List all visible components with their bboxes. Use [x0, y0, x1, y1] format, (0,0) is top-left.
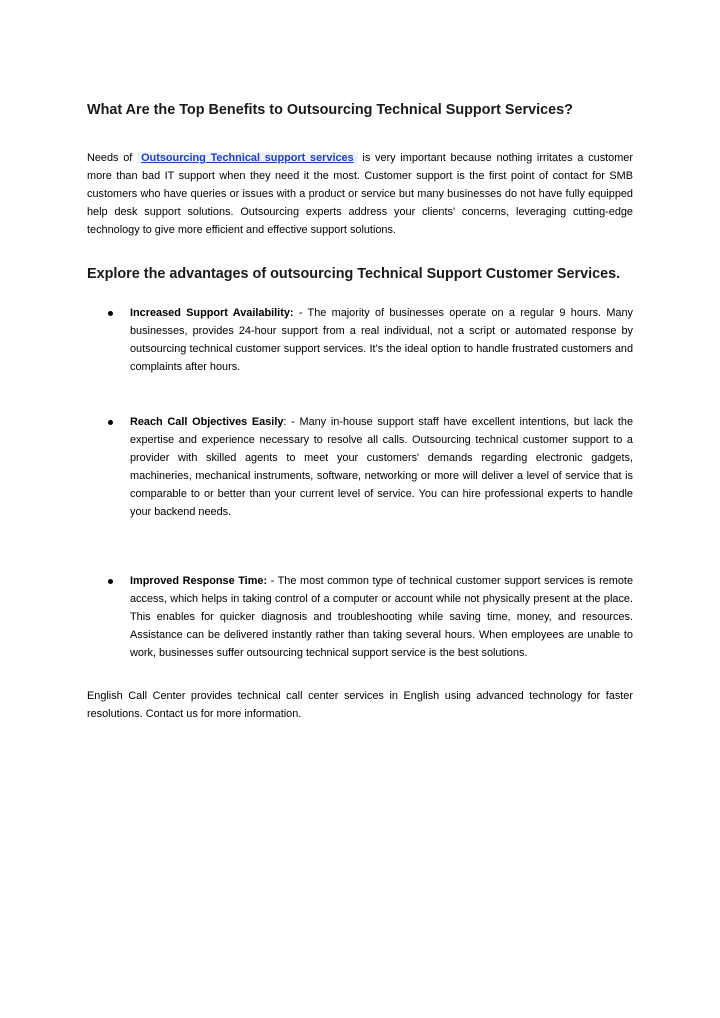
intro-text-after-link: is very important because nothing irritates a customer more than bad IT support when they need it the most. Customer support is the first point of contact for SMB customers who have queries or issues with a product or service but many businesses do not have fully equipped help desk support solutions. Outsourcing experts address your clients' concerns, leveraging cutting-edge technology to give more efficient and effective support solutions.: [87, 152, 633, 236]
list-item-text: [130, 572, 633, 662]
outsourcing-support-link[interactable]: Outsourcing Technical support services: [137, 152, 358, 164]
list-item: [87, 572, 633, 662]
list-item-body: - The most common type of technical customer support services is remote access, which helps in taking control of a computer or account while not physically present at the place. This enables for quicker diagnosis and troubleshooting while saving time, money, and resources. Assistance can be delivered instantly rather than taking several hours. When employees are unable to work, businesses suffer outsourcing technical support service is the best solutions.: [130, 575, 634, 659]
list-item: [87, 413, 633, 521]
section-heading: Explore the advantages of outsourcing Technical Support Customer Services.: [87, 266, 621, 282]
bullet-icon: [108, 420, 113, 425]
list-item: [87, 304, 633, 376]
intro-text-before-link: Needs of: [87, 152, 138, 164]
list-item-body: : - Many in-house support staff have excellent intentions, but lack the expertise and experience necessary to resolve all calls. Outsourcing technical customer support to a provider with skilled agents to meet your customers' demands regarding electronic gadgets, machineries, mechanical instruments, software, networking or more will deliver a level of service that is comparable to or better than your current level of service. You can hire professional experts to handle your backend needs.: [130, 416, 633, 518]
bullet-icon: [108, 579, 113, 584]
intro-paragraph: [87, 149, 633, 239]
list-item-title: Reach Call Objectives Easily: [130, 416, 284, 428]
list-item-text: [130, 413, 633, 521]
list-item-title: Increased Support Availability:: [130, 307, 294, 319]
page-title: What Are the Top Benefits to Outsourcing Technical Support Services?: [87, 102, 573, 118]
list-item-body: - The majority of businesses operate on a regular 9 hours. Many businesses, provides 24-hour support from a real individual, not a script or automated response by outsourcing technical customer support services. It’s the ideal option to handle frustrated customers and complaints after hours.: [130, 307, 633, 373]
list-item-title: Improved Response Time:: [130, 575, 268, 587]
list-item-text: [130, 304, 633, 376]
closing-paragraph: English Call Center provides technical call center services in English using advanced technology for faster resolutions. Contact us for more information.: [87, 690, 633, 720]
bullet-icon: [108, 311, 113, 316]
